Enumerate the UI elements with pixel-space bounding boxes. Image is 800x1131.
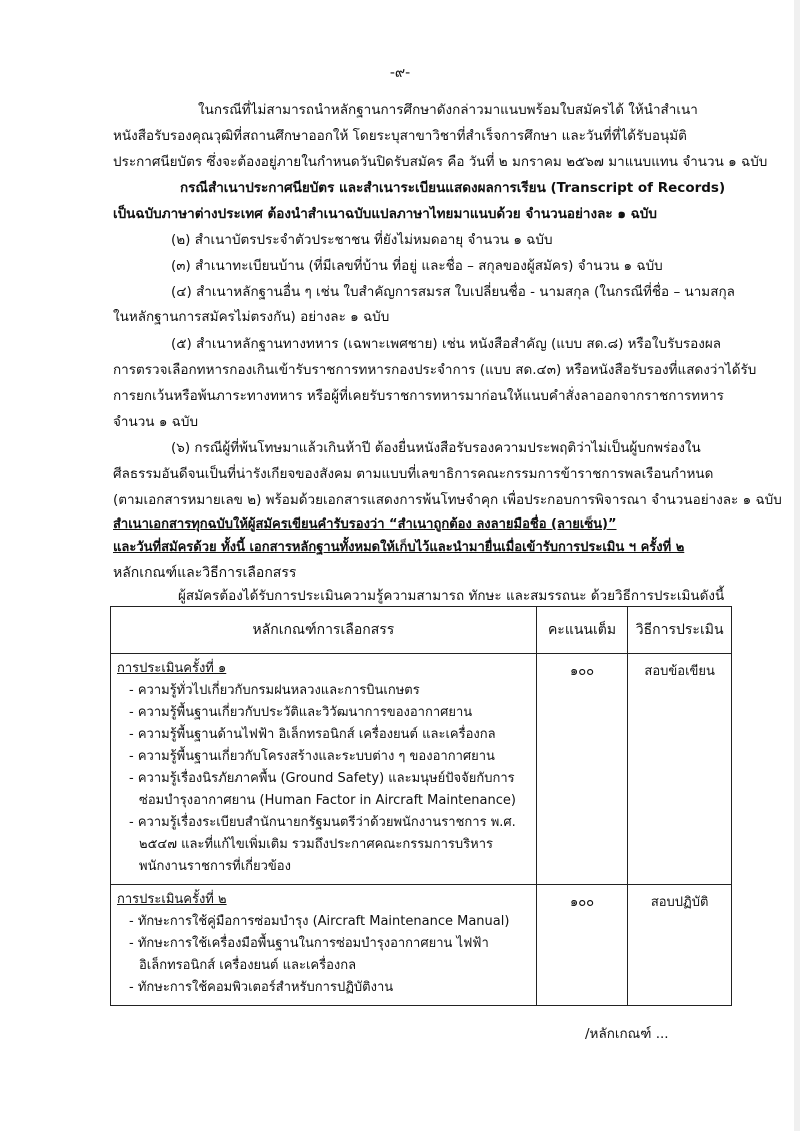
- table-row: [111, 885, 732, 1006]
- scan-edge: [794, 0, 800, 1131]
- continuation-marker: /หลักเกณฑ์ ...: [585, 1026, 669, 1042]
- score-cell: ๑๐๐: [536, 885, 628, 1006]
- column-header: วิธีการประเมิน: [628, 607, 732, 654]
- round-heading: การประเมินครั้งที่ ๒: [117, 892, 227, 907]
- criteria-item: - ความรู้พื้นฐานเกี่ยวกับประวัติและวิวัฒนาการของอากาศยาน: [129, 705, 473, 720]
- paragraph-line: (๒) สำเนาบัตรประจำตัวประชาชน ที่ยังไม่หมดอายุ จำนวน ๑ ฉบับ: [171, 232, 553, 248]
- paragraph-line: ศีลธรรมอันดีจนเป็นที่น่ารังเกียจของสังคม ตามแบบที่เลขาธิการคณะกรรมการข้าราชการพลเรือนกำหนด: [113, 466, 714, 482]
- criteria-item: - ทักษะการใช้คู่มือการซ่อมบำรุง (Aircraft Maintenance Manual): [129, 914, 510, 929]
- paragraph-line: (๕) สำเนาหลักฐานทางทหาร (เฉพาะเพศชาย) เช่น หนังสือสำคัญ (แบบ สด.๘) หรือใบรับรองผล: [171, 336, 722, 352]
- paragraph-line: ประกาศนียบัตร ซึ่งจะต้องอยู่ภายในกำหนดวันปิดรับสมัคร คือ วันที่ ๒ มกราคม ๒๕๖๗ มาแนบแทน จำนวน ๑ ฉบับ: [113, 154, 768, 170]
- paragraph-line: หนังสือรับรองคุณวุฒิที่สถานศึกษาออกให้ โดยระบุสาขาวิชาที่สำเร็จการศึกษา และวันที่ที่ได้รับอนุมัติ: [113, 128, 687, 144]
- column-header: คะแนนเต็ม: [536, 607, 628, 654]
- paragraph-line: ในหลักฐานการสมัครไม่ตรงกัน) อย่างละ ๑ ฉบับ: [113, 309, 390, 325]
- criteria-cell: [111, 654, 537, 885]
- method-cell: สอบข้อเขียน: [628, 654, 732, 885]
- paragraph-line: (ตามเอกสารหมายเลข ๒) พร้อมด้วยเอกสารแสดงการพ้นโทษจำคุก เพื่อประกอบการพิจารณา จำนวนอย่างละ ๑ ฉบับ: [113, 492, 782, 508]
- criteria-item: - ความรู้ทั่วไปเกี่ยวกับกรมฝนหลวงและการบินเกษตร: [129, 683, 420, 698]
- paragraph-line: (๓) สำเนาทะเบียนบ้าน (ที่มีเลขที่บ้าน ที่อยู่ และชื่อ – สกุลของผู้สมัคร) จำนวน ๑ ฉบับ: [171, 258, 663, 274]
- score-cell: ๑๐๐: [536, 654, 628, 885]
- paragraph-line: และวันที่สมัครด้วย ทั้งนี้ เอกสารหลักฐานทั้งหมดให้เก็บไว้และนำมายื่นเมื่อเข้ารับการประเมิน ฯ ครั้งที่ ๒: [113, 540, 685, 555]
- page-number: -๙-: [389, 65, 411, 81]
- criteria-item: - ความรู้พื้นฐานด้านไฟฟ้า อิเล็กทรอนิกส์ เครื่องยนต์ และเครื่องกล: [129, 727, 496, 742]
- paragraph-line: จำนวน ๑ ฉบับ: [113, 414, 199, 430]
- criteria-cell: [111, 885, 537, 1006]
- paragraph-line: (๔) สำเนาหลักฐานอื่น ๆ เช่น ใบสำคัญการสมรส ใบเปลี่ยนชื่อ - นามสกุล (ในกรณีที่ชื่อ – นามสกุล: [171, 284, 735, 300]
- paragraph-line: การยกเว้นหรือพ้นภาระทางทหาร หรือผู้ที่เคยรับราชการทหารมาก่อนให้แนบคำสั่งลาออกจากราชการทหาร: [113, 388, 724, 404]
- section-heading: หลักเกณฑ์และวิธีการเลือกสรร: [113, 565, 297, 581]
- criteria-item: - ความรู้เรื่องนิรภัยภาคพื้น (Ground Safety) และมนุษย์ปัจจัยกับการซ่อมบำรุงอากาศยาน (Human Factor in Aircraft Maintenance): [129, 771, 516, 808]
- criteria-item: - ความรู้พื้นฐานเกี่ยวกับโครงสร้างและระบบต่าง ๆ ของอากาศยาน: [129, 749, 495, 764]
- criteria-table: [110, 606, 732, 1006]
- paragraph-line: กรณีสำเนาประกาศนียบัตร และสำเนาระเบียนแสดงผลการเรียน (Transcript of Records): [180, 180, 726, 196]
- round-heading: การประเมินครั้งที่ ๑: [117, 661, 227, 676]
- criteria-item: - ความรู้เรื่องระเบียบสำนักนายกรัฐมนตรีว่าด้วยพนักงานราชการ พ.ศ. ๒๕๔๗ และที่แก้ไขเพิ่มเติม รวมถึงประกาศคณะกรรมการบริหารพนักงานราชการที่เกี่ยวข้อง: [129, 815, 516, 874]
- table-header-row: [111, 607, 732, 654]
- paragraph-line: สำเนาเอกสารทุกฉบับให้ผู้สมัครเขียนคำรับรองว่า “สำเนาถูกต้อง ลงลายมือชื่อ (ลายเซ็น)”: [113, 517, 617, 532]
- paragraph-line: (๖) กรณีผู้ที่พ้นโทษมาแล้วเกินห้าปี ต้องยื่นหนังสือรับรองความประพฤติว่าไม่เป็นผู้บกพร่องใน: [171, 440, 701, 456]
- paragraph-line: เป็นฉบับภาษาต่างประเทศ ต้องนำสำเนาฉบับแปลภาษาไทยมาแนบด้วย จำนวนอย่างละ ๑ ฉบับ: [113, 206, 657, 222]
- paragraph-line: การตรวจเลือกทหารกองเกินเข้ารับราชการทหารกองประจำการ (แบบ สด.๔๓) หรือหนังสือรับรองที่แสดงว่าได้รับ: [113, 362, 757, 378]
- column-header: หลักเกณฑ์การเลือกสรร: [111, 607, 537, 654]
- table-row: [111, 654, 732, 885]
- criteria-item: - ทักษะการใช้เครื่องมือพื้นฐานในการซ่อมบำรุงอากาศยาน ไฟฟ้า อิเล็กทรอนิกส์ เครื่องยนต์ และเครื่องกล: [129, 936, 489, 973]
- paragraph-line: ในกรณีที่ไม่สามารถนำหลักฐานการศึกษาดังกล่าวมาแนบพร้อมใบสมัครได้ ให้นำสำเนา: [198, 102, 698, 118]
- method-cell: สอบปฏิบัติ: [628, 885, 732, 1006]
- section-intro: ผู้สมัครต้องได้รับการประเมินความรู้ความสามารถ ทักษะ และสมรรถนะ ด้วยวิธีการประเมินดังนี้: [178, 588, 725, 604]
- criteria-item: - ทักษะการใช้คอมพิวเตอร์สำหรับการปฏิบัติงาน: [129, 980, 394, 995]
